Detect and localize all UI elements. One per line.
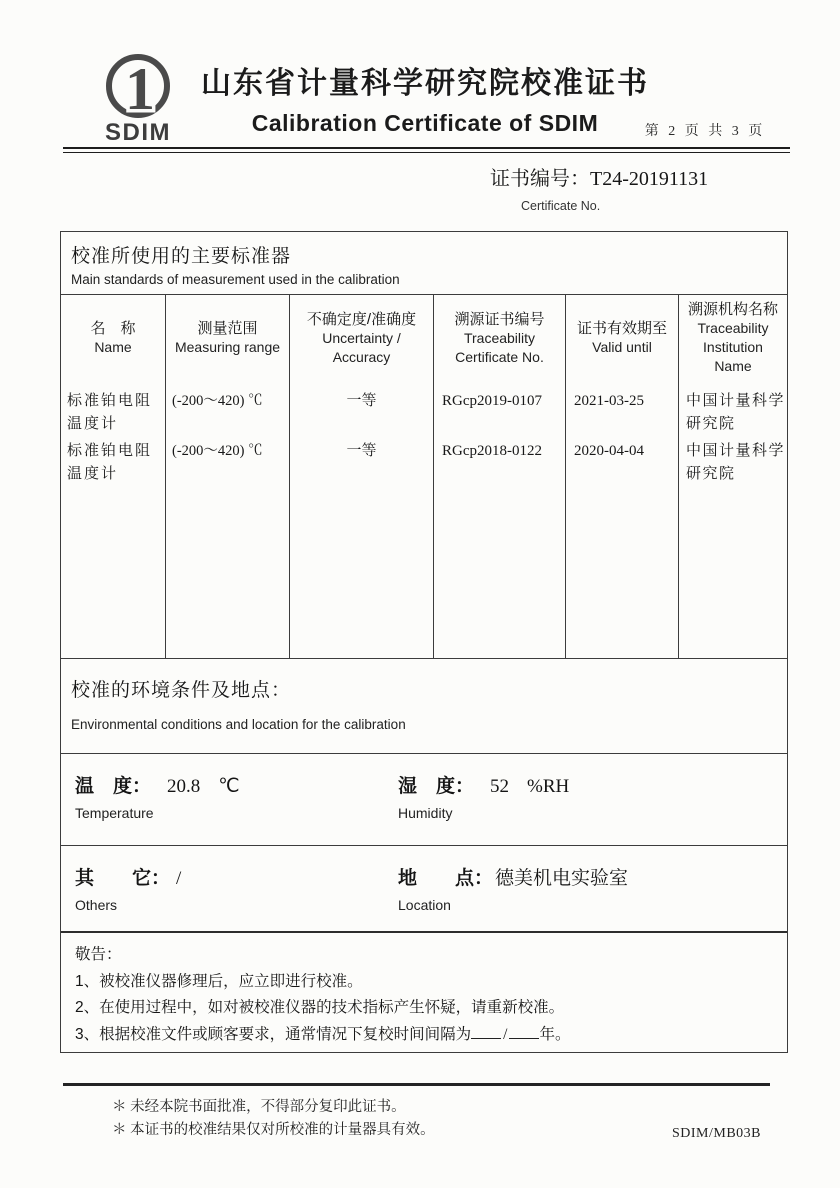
column-header-cert-no: 溯源证书编号 Traceability Certificate No. [434,295,566,381]
certificate-title-cn: 山东省计量科学研究院校准证书 [201,67,649,100]
standards-table-header [61,295,787,381]
logo-numeral: 1 [125,56,155,122]
others-field [61,846,396,931]
humidity-caption: Humidity [398,805,453,821]
standards-section-title [61,232,787,295]
column-header-institution: 溯源机构名称 Traceability Institution Name [687,301,778,374]
temperature-label: 温 度： [75,776,152,797]
column-grade [290,381,434,658]
column-range [166,381,290,658]
table-cell-range: (-200～420) ℃ [172,393,263,409]
logo-text: SDIM [105,119,171,144]
certificate-title-en: Calibration Certificate of SDIM [251,110,599,136]
standards-title-en: Main standards of measurement used in the calibration [71,272,400,287]
form-code: SDIM/MB03B [672,1126,762,1141]
header-divider [63,147,790,153]
footer-divider [63,1083,770,1086]
column-cert-no [434,381,566,658]
humidity-unit: %RH [527,776,570,797]
table-cell-valid-until: 2020-04-04 [574,443,644,459]
location-label: 地 点： [398,868,494,889]
table-cell-name: 标准铂电阻温度计 [67,443,153,482]
notice-title: 敬告： [75,946,122,963]
certificate-number-caption: Certificate No. [521,199,601,213]
interval-blank [471,1023,501,1039]
others-label: 其 它： [75,868,171,889]
environment-title-en: Environmental conditions and location for the calibration [71,717,406,732]
page-number: 第 2 页 共 3 页 [644,124,766,139]
table-cell-name: 标准铂电阻温度计 [67,393,153,432]
temperature-field [61,754,396,845]
table-cell-cert-no: RGcp2019-0107 [442,393,542,409]
temperature-unit: ℃ [218,776,240,797]
notice-item: 1、被校准仪器修理后，应立即进行校准。 [75,972,363,990]
standards-title-cn: 校准所使用的主要标准器 [71,246,292,267]
column-valid-until [566,381,679,658]
notice-section [61,933,787,1052]
notice-item-interval: 3、根据校准文件或顾客要求，通常情况下复校时间间隔为 / 年。 [75,1022,773,1049]
column-header-uncertainty: 不确定度/准确度 Uncertainty / Accuracy [290,295,434,381]
interval-slash: / [503,1025,508,1043]
environment-title-cn: 校准的环境条件及地点： [71,680,292,701]
environment-section-title [61,659,787,754]
temperature-value: 20.8 [167,776,201,797]
standards-table-body [61,381,787,659]
table-cell-institution: 中国计量科学研究院 [686,443,786,482]
location-field [396,846,787,931]
temperature-humidity-row [61,754,787,846]
certificate-number-label: 证书编号： [490,168,590,190]
column-header-valid-until: 证书有效期至 Valid until [566,295,679,381]
table-cell-range: (-200～420) ℃ [172,443,263,459]
table-cell-cert-no: RGcp2018-0122 [442,443,542,459]
humidity-label: 湿 度： [398,776,475,797]
table-cell-valid-until: 2021-03-25 [574,393,644,409]
footnotes [112,1096,435,1142]
notice-item: 2、在使用过程中，如对被校准仪器的技术指标产生怀疑，请重新校准。 [75,999,565,1016]
certificate-body-box [60,231,788,1053]
table-cell-institution: 中国计量科学研究院 [686,393,786,432]
certificate-number-line [490,162,708,191]
location-value: 德美机电实验室 [495,868,629,889]
column-institution [679,381,787,658]
column-name [61,381,166,658]
interval-blank [509,1023,539,1039]
certificate-number-value: T24-20191131 [590,168,709,190]
footnote: ＊ 未经本院书面批准，不得部分复印此证书。 [112,1099,406,1115]
humidity-value: 52 [490,776,510,797]
column-header-range: 测量范围 Measuring range [166,295,290,381]
humidity-field [396,754,787,845]
temperature-caption: Temperature [75,805,154,821]
others-location-row [61,846,787,933]
others-value: / [176,868,182,889]
location-caption: Location [398,897,451,913]
others-caption: Others [75,897,118,913]
table-cell-grade: 一等 [346,393,377,409]
footnote: ＊ 本证书的校准结果仅对所校准的计量器具有效。 [112,1122,435,1138]
table-cell-grade: 一等 [346,443,377,459]
column-header-name: 名 称 Name [61,295,166,381]
